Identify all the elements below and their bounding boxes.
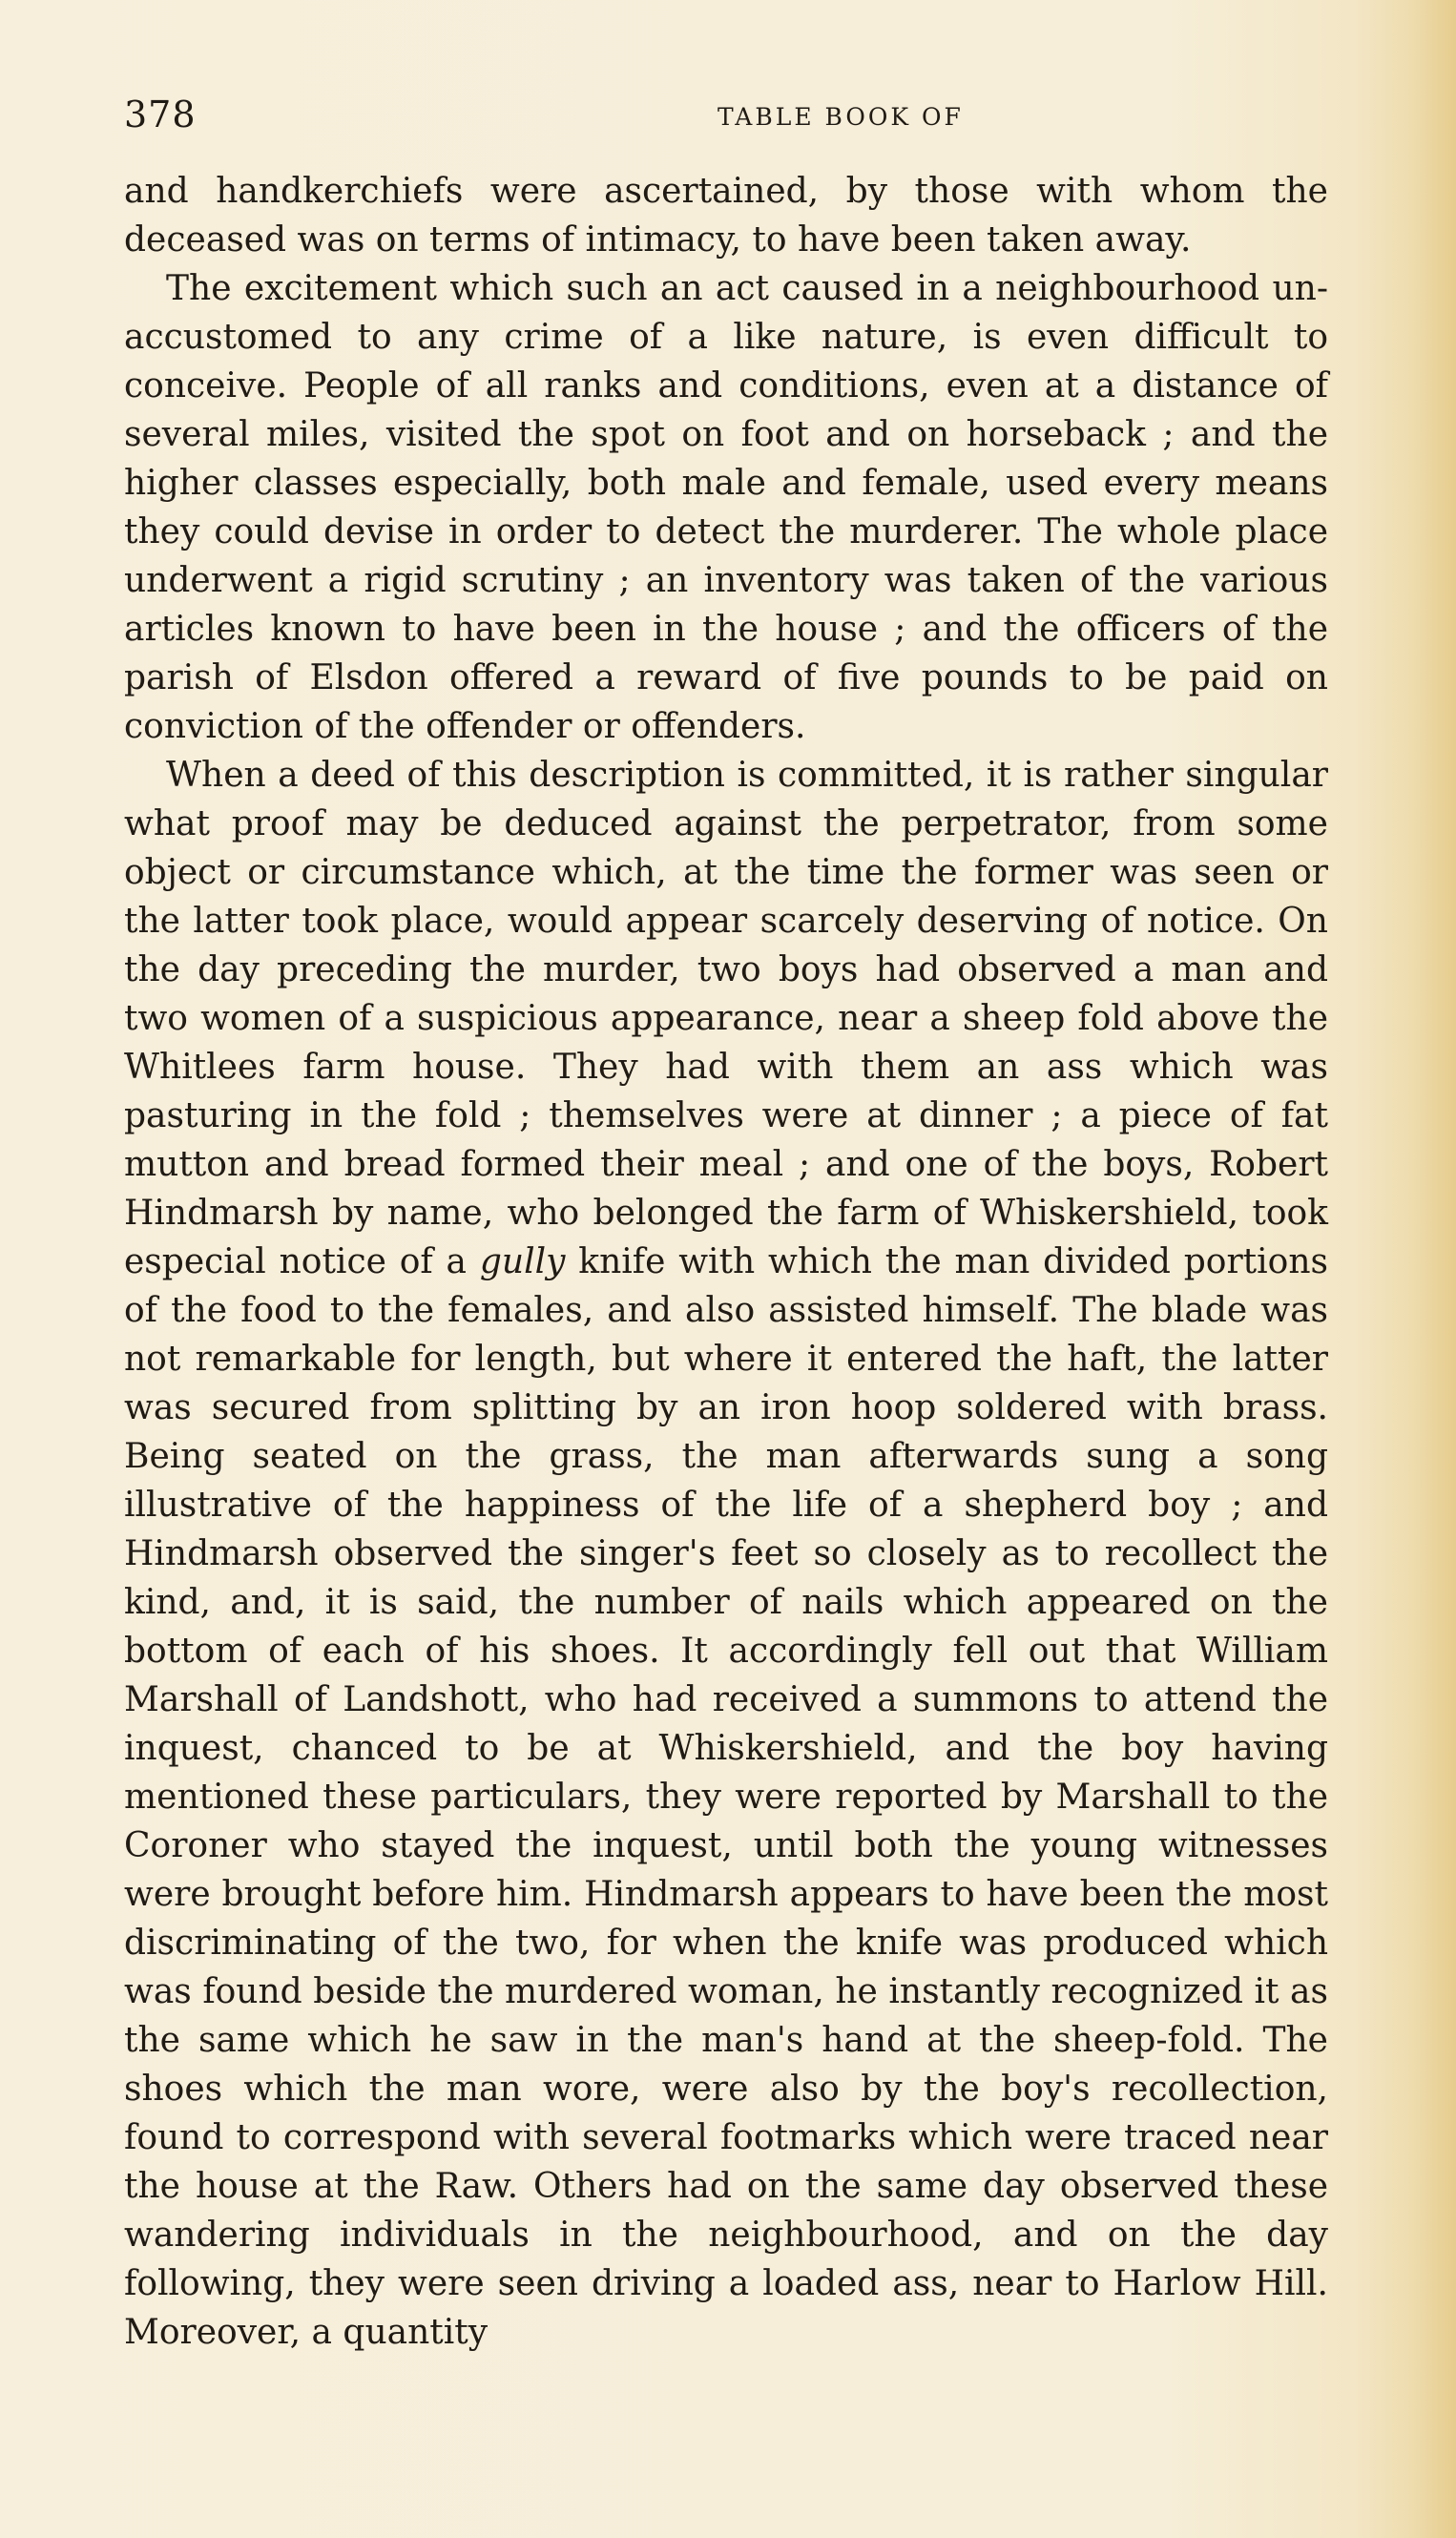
running-title: TABLE BOOK OF bbox=[718, 103, 964, 131]
paragraph-text: When a deed of this description is committed, it is rather singular what proof may be deduced against the perpetrator, from some object or circumstance which, at the time the former was seen or the latter took place, would appear scarcely deserving of notice. On the day preceding the murder, two boys had observed a man and two women of a suspicious appearance, near a sheep fold above the Whitlees farm house. They had with them an ass which was pasturing in the fold ; themselves were at dinner ; a piece of fat mutton and bread formed their meal ; and one of the boys, Robert Hindmarsh by name, who belonged the farm of Whiskershield, took especial notice of a bbox=[124, 756, 1328, 1281]
paragraph: and handkerchiefs were ascertained, by those with whom the deceased was on terms of intimacy, to have been taken away. bbox=[124, 172, 1328, 260]
paragraph: The excitement which such an act caused in a neighbourhood unaccustomed to any crime of a like nature, is even difficult to conceive. People of all ranks and conditions, even at a distance of several miles, visited the spot on foot and on horseback ; and the higher classes especially, both male and female, used every means they could devise in order to detect the murderer. The whole place underwent a rigid scrutiny ; an inventory was taken of the various articles known to have been in the house ; and the officers of the parish of Elsdon offered a reward of five pounds to be paid on conviction of the offender or offenders. bbox=[124, 269, 1328, 746]
page-header bbox=[124, 94, 1336, 141]
page-number: 378 bbox=[124, 94, 197, 135]
italic-word: gully bbox=[479, 1242, 566, 1281]
paragraph bbox=[124, 751, 1328, 2357]
body-text bbox=[124, 167, 1328, 2357]
paragraph-text: knife with which the man divided portions of the food to the females, and also assisted himself. The blade was not remarkable for length, but where it entered the haft, the latter was secured from splitting by an iron hoop soldered with brass. Being seated on the grass, the man afterwards sung a song illustrative of the happiness of the life of a shepherd boy ; and Hindmarsh observed the singer's feet so closely as to recollect the kind, and, it is said, the number of nails which appeared on the bottom of each of his shoes. It accordingly fell out that William Marshall of Landshott, who had received a summons to attend the inquest, chanced to be at Whiskershield, and the boy having mentioned these particulars, they were reported by Marshall to the Coroner who stayed the inquest, until both the young witnesses were brought before him. Hindmarsh appears to have been the most discriminating of the two, for when the knife was produced which was found beside the murdered woman, he instantly recognized it as the same which he saw in the man's hand at the sheep-fold. The shoes which the man wore, were also by the boy's recollection, found to correspond with several footmarks which were traced near the house at the Raw. Others had on the same day observed these wandering individuals in the neighbourhood, and on the day following, they were seen driving a loaded ass, near to Harlow Hill. Moreover, a quantity bbox=[124, 1242, 1328, 2352]
